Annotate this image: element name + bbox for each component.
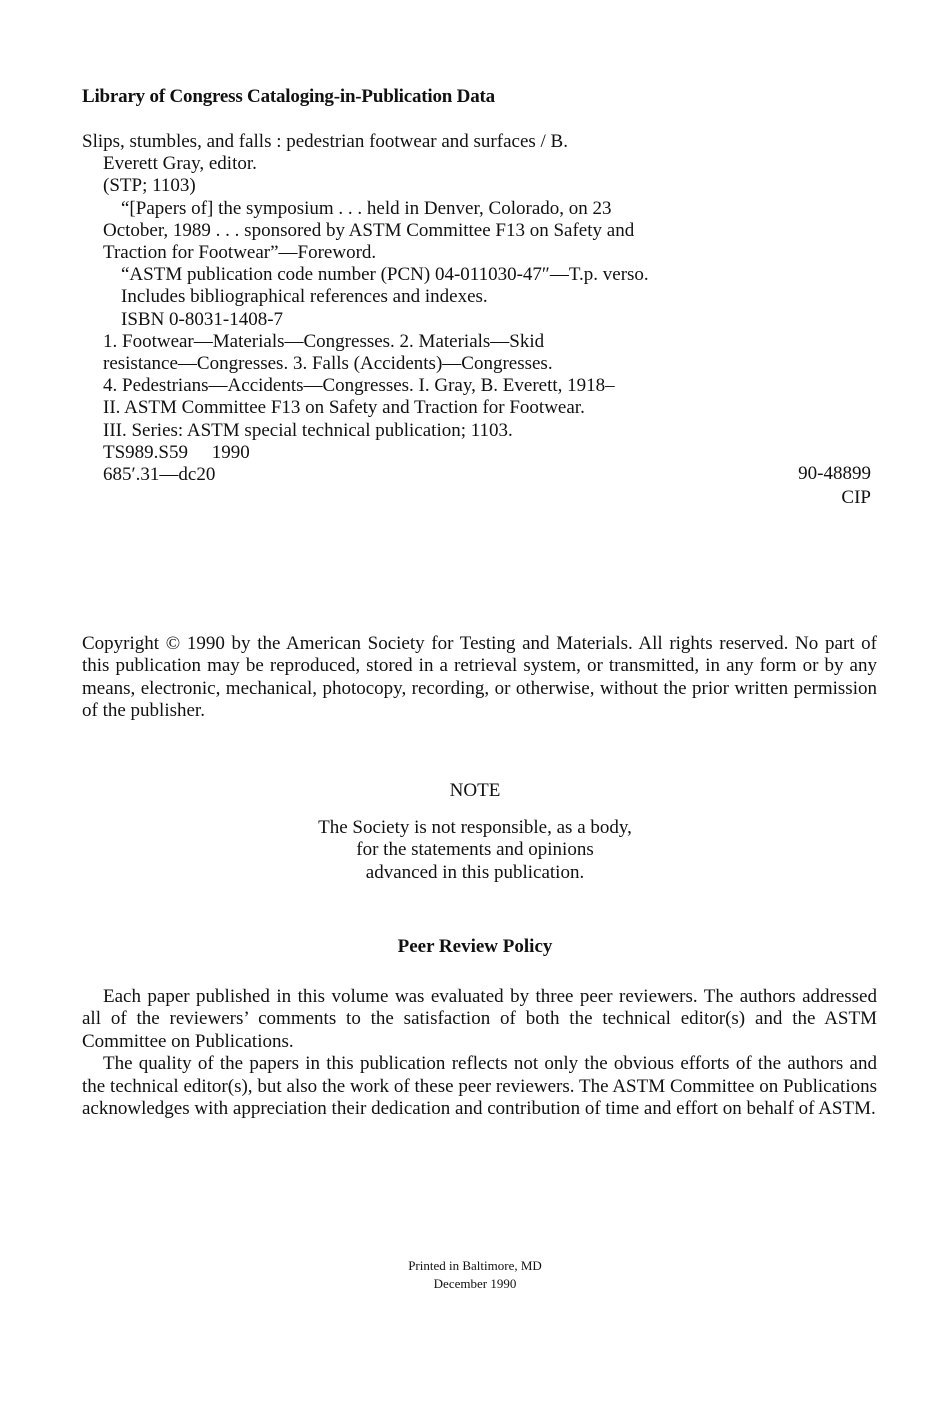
cip-line: Traction for Footwear”—Foreword. [103,242,377,264]
note-body [0,817,950,884]
printed-location: Printed in Baltimore, MD [408,1258,542,1273]
cip-label: CIP [841,487,871,508]
cip-line: Slips, stumbles, and falls : pedestrian footwear and surfaces / B. [82,131,568,152]
cip-catalog-numbers [798,462,871,510]
cip-line: October, 1989 . . . sponsored by ASTM Committee F13 on Safety and [103,219,635,241]
printer-imprint [0,1257,950,1293]
cip-line: Everett Gray, editor. [103,153,257,175]
cip-line: “[Papers of] the symposium . . . held in Denver, Colorado, on 23 [121,197,612,219]
lccn: 90-48899 [798,463,871,484]
printed-date: December 1990 [433,1276,517,1291]
copyright-notice: Copyright © 1990 by the American Society for Testing and Materials. All rights reserved. No part of this publication may be reproduced, stored in a retrieval system, or transmitted, in any form or by any means, electronic, mechanical, photocopy, recording, or otherwise, without the prior written permission of the publisher. [82,633,877,722]
cip-line: 4. Pedestrians—Accidents—Congresses. I. Gray, B. Everett, 1918– [103,375,615,397]
cip-line: III. Series: ASTM special technical publication; 1103. [103,419,513,441]
cip-line: (STP; 1103) [103,175,196,197]
cip-record [82,131,882,486]
cip-line: resistance—Congresses. 3. Falls (Accidents)—Congresses. [103,353,553,375]
cip-line: ISBN 0-8031-1408-7 [121,308,284,330]
cip-line: Includes bibliographical references and indexes. [121,286,488,308]
cip-heading: Library of Congress Cataloging-in-Publication Data [82,86,495,107]
cip-line: 685′.31—dc20 [103,464,216,486]
note-line: for the statements and opinions [356,839,594,861]
cip-line: “ASTM publication code number (PCN) 04-011030-47″—T.p. verso. [121,264,649,286]
note-line: The Society is not responsible, as a body, [318,817,632,838]
cip-line: II. ASTM Committee F13 on Safety and Traction for Footwear. [103,397,585,419]
note-title: NOTE [449,780,501,801]
peer-review-paragraph: The quality of the papers in this publication reflects not only the obvious efforts of the authors and the technical editor(s), but also the work of these peer reviewers. The ASTM Committee on Publications acknowledges with appreciation their dedication and contribution of time and effort on behalf of ASTM. [82,1053,877,1120]
note-line: advanced in this publication. [365,861,585,883]
peer-review-title: Peer Review Policy [397,936,553,957]
peer-review-paragraph: Each paper published in this volume was evaluated by three peer reviewers. The authors addressed all of the reviewers’ comments to the satisfaction of both the technical editor(s) and the ASTM Committee on Publications. [82,986,877,1052]
cip-line: TS989.S59 1990 [103,441,250,463]
cip-line: 1. Footwear—Materials—Congresses. 2. Materials—Skid [103,330,545,352]
peer-review-body [82,986,877,1120]
